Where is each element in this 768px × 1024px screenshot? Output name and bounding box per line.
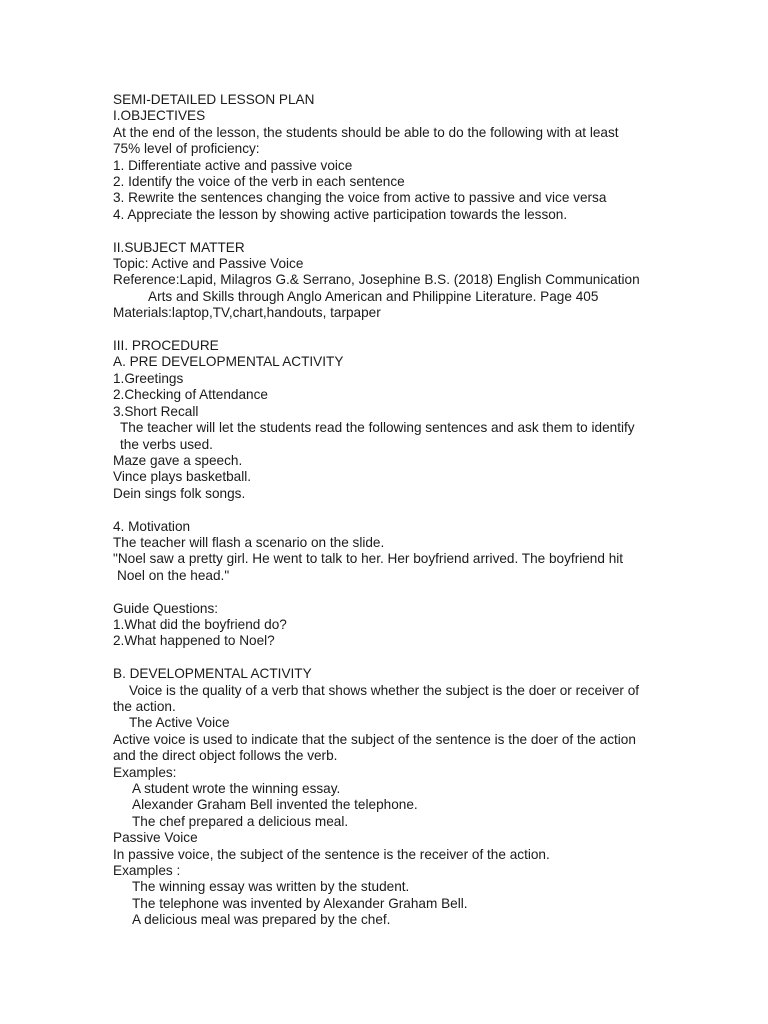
guide-question: 2.What happened to Noel? (113, 633, 275, 649)
passive-voice-definition: In passive voice, the subject of the sentence is the receiver of the action. (113, 846, 550, 862)
spacer (113, 322, 658, 338)
active-voice-heading: The Active Voice (129, 715, 230, 731)
spacer (113, 502, 658, 518)
spacer (113, 584, 658, 600)
spacer (113, 223, 658, 239)
spacer (113, 650, 658, 666)
objective-item: 1. Differentiate active and passive voice (113, 157, 353, 173)
recall-sentence: Vince plays basketball. (113, 469, 252, 485)
motivation-instruction: The teacher will flash a scenario on the slide. (113, 534, 385, 550)
active-example: Alexander Graham Bell invented the telephone. (132, 797, 418, 813)
voice-definition: Voice is the quality of a verb that shows whether the subject is the doer or receiver of (129, 682, 640, 698)
materials-line: Materials:laptop,TV,chart,handouts, tarpaper (113, 305, 381, 321)
lesson-plan-document (113, 92, 658, 929)
active-voice-definition-cont: and the direct object follows the verb. (113, 748, 338, 764)
topic-line: Topic: Active and Passive Voice (113, 256, 304, 272)
active-example: A student wrote the winning essay. (132, 780, 341, 796)
scenario-text: "Noel saw a pretty girl. He went to talk to her. Her boyfriend arrived. The boyfriend hit (113, 551, 624, 567)
attendance-step: 2.Checking of Attendance (113, 387, 268, 403)
objective-item: 4. Appreciate the lesson by showing active participation towards the lesson. (113, 206, 568, 222)
recall-step: 3.Short Recall (113, 403, 199, 419)
greetings-step: 1.Greetings (113, 370, 184, 386)
guide-questions-heading: Guide Questions: (113, 600, 219, 616)
motivation-step: 4. Motivation (113, 518, 191, 534)
guide-question: 1.What did the boyfriend do? (113, 616, 287, 632)
passive-example: The telephone was invented by Alexander Graham Bell. (132, 895, 468, 911)
passive-example: A delicious meal was prepared by the chef. (132, 912, 391, 928)
objectives-intro: At the end of the lesson, the students should be able to do the following with at least (113, 124, 619, 140)
reference-line: Reference:Lapid, Milagros G.& Serrano, Josephine B.S. (2018) English Communication (113, 272, 640, 288)
voice-definition-cont: the action. (113, 698, 176, 714)
recall-instruction-cont: the verbs used. (120, 436, 213, 452)
active-example: The chef prepared a delicious meal. (132, 813, 349, 829)
active-examples-label: Examples: (113, 764, 177, 780)
passive-example: The winning essay was written by the student. (132, 879, 410, 895)
objectives-heading: I.OBJECTIVES (113, 108, 206, 124)
objectives-intro-cont: 75% level of proficiency: (113, 141, 260, 157)
objective-item: 2. Identify the voice of the verb in each sentence (113, 174, 405, 190)
passive-examples-label: Examples : (113, 863, 181, 879)
procedure-heading: III. PROCEDURE (113, 338, 219, 354)
recall-sentence: Maze gave a speech. (113, 452, 243, 468)
recall-sentence: Dein sings folk songs. (113, 485, 246, 501)
passive-voice-heading: Passive Voice (113, 830, 198, 846)
developmental-heading: B. DEVELOPMENTAL ACTIVITY (113, 666, 312, 682)
recall-instruction: The teacher will let the students read the following sentences and ask them to identify (120, 420, 635, 436)
pre-developmental-heading: A. PRE DEVELOPMENTAL ACTIVITY (113, 354, 344, 370)
reference-line-cont: Arts and Skills through Anglo American and Philippine Literature. Page 405 (148, 288, 599, 304)
active-voice-definition: Active voice is used to indicate that the subject of the sentence is the doer of the action (113, 731, 636, 747)
objective-item: 3. Rewrite the sentences changing the voice from active to passive and vice versa (113, 190, 607, 206)
document-title: SEMI-DETAILED LESSON PLAN (113, 92, 315, 107)
subject-matter-heading: II.SUBJECT MATTER (113, 239, 245, 255)
scenario-text-cont: Noel on the head." (117, 567, 230, 583)
